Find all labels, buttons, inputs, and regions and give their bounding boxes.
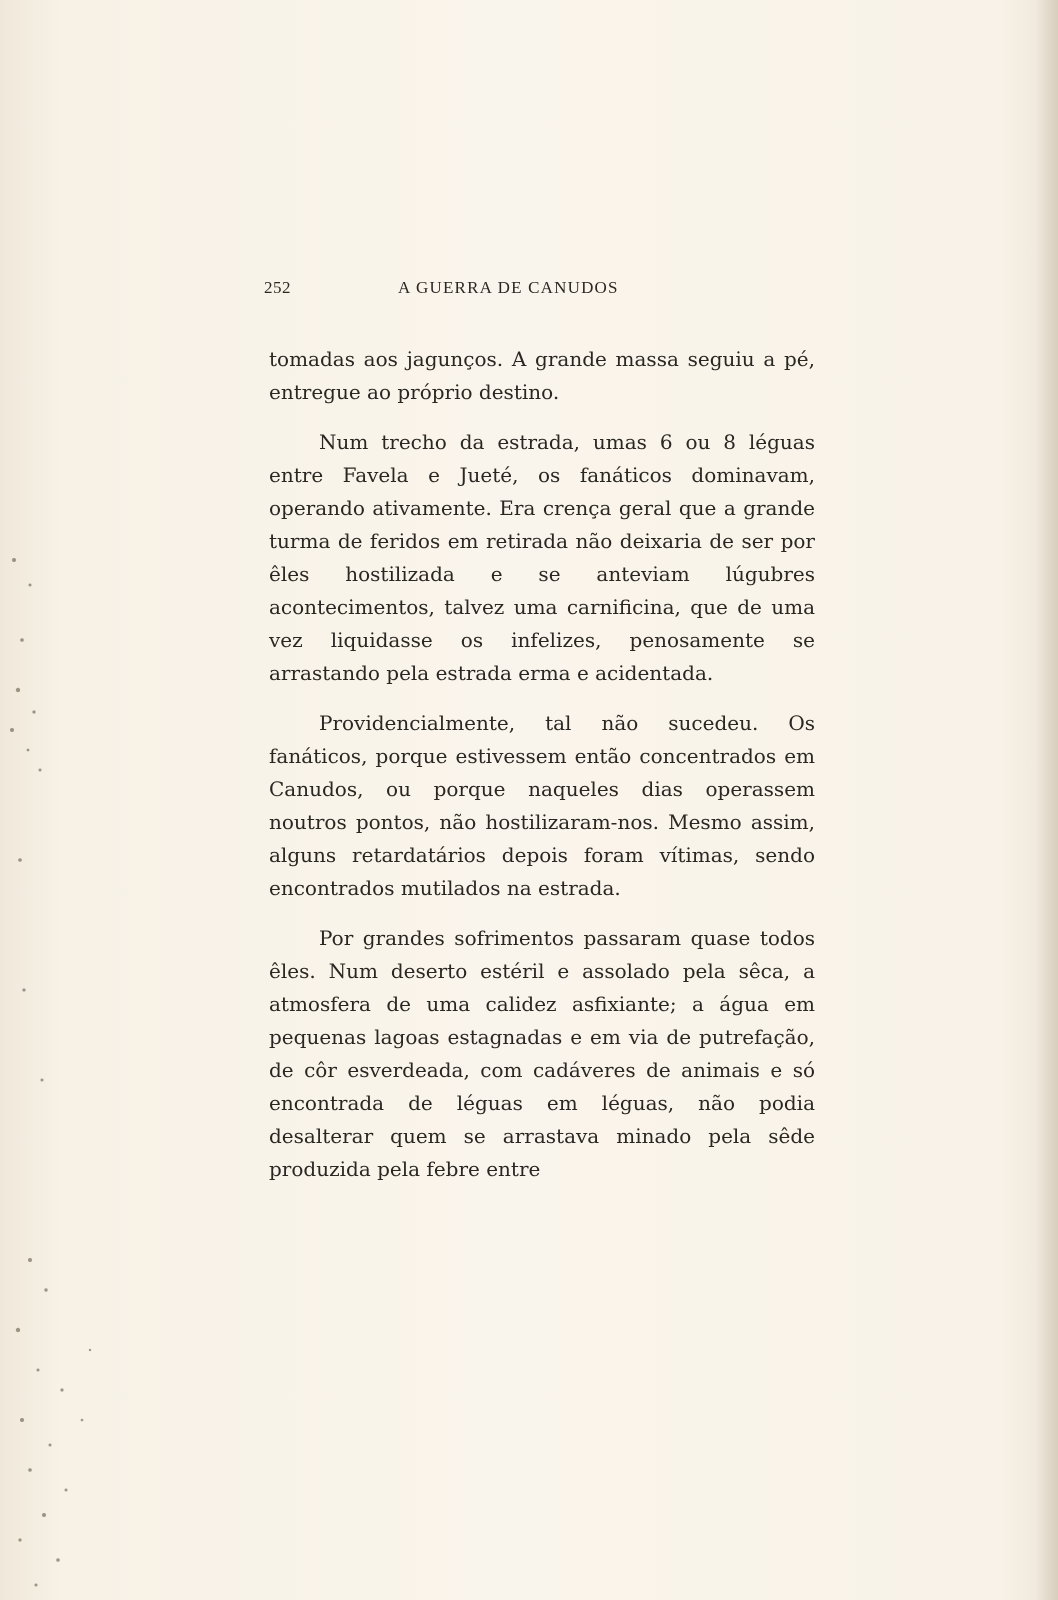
page-gutter-shadow <box>1036 0 1058 1600</box>
running-header <box>264 278 824 304</box>
paragraph: Num trecho da estrada, umas 6 ou 8 léguas entre Favela e Jueté, os fanáticos dominavam, operando ativamente. Era crença geral que a grande turma de feridos em retirada não deixaria de ser por êles hostilizada e se anteviam lúgubres acontecimentos, talvez uma carnificina, que de uma vez liquidasse os infelizes, penosamente se arrastando pela estrada erma e acidentada. <box>269 430 815 685</box>
body-text <box>269 343 815 1186</box>
paragraph-continuation: tomadas aos jagunços. A grande massa seguiu a pé, entregue ao próprio destino. <box>269 347 815 404</box>
page-number: 252 <box>264 278 291 297</box>
running-title: A GUERRA DE CANUDOS <box>398 278 619 297</box>
page-edge-speckles <box>0 0 110 1600</box>
paragraph: Providencialmente, tal não sucedeu. Os fanáticos, porque estivessem então concentrados em Canudos, ou porque naqueles dias operassem noutros pontos, não hostilizaram-nos. Mesmo assim, alguns retardatários depois foram vítimas, sendo encontrados mutilados na estrada. <box>269 711 815 900</box>
paragraph: Por grandes sofrimentos passaram quase todos êles. Num deserto estéril e assolado pela sêca, a atmosfera de uma calidez asfixiante; a água em pequenas lagoas estagnadas e em via de putrefação, de côr esverdeada, com cadáveres de animais e só encontrada de léguas em léguas, não podia desalterar quem se arrastava minado pela sêde produzida pela febre entre <box>269 926 815 1181</box>
